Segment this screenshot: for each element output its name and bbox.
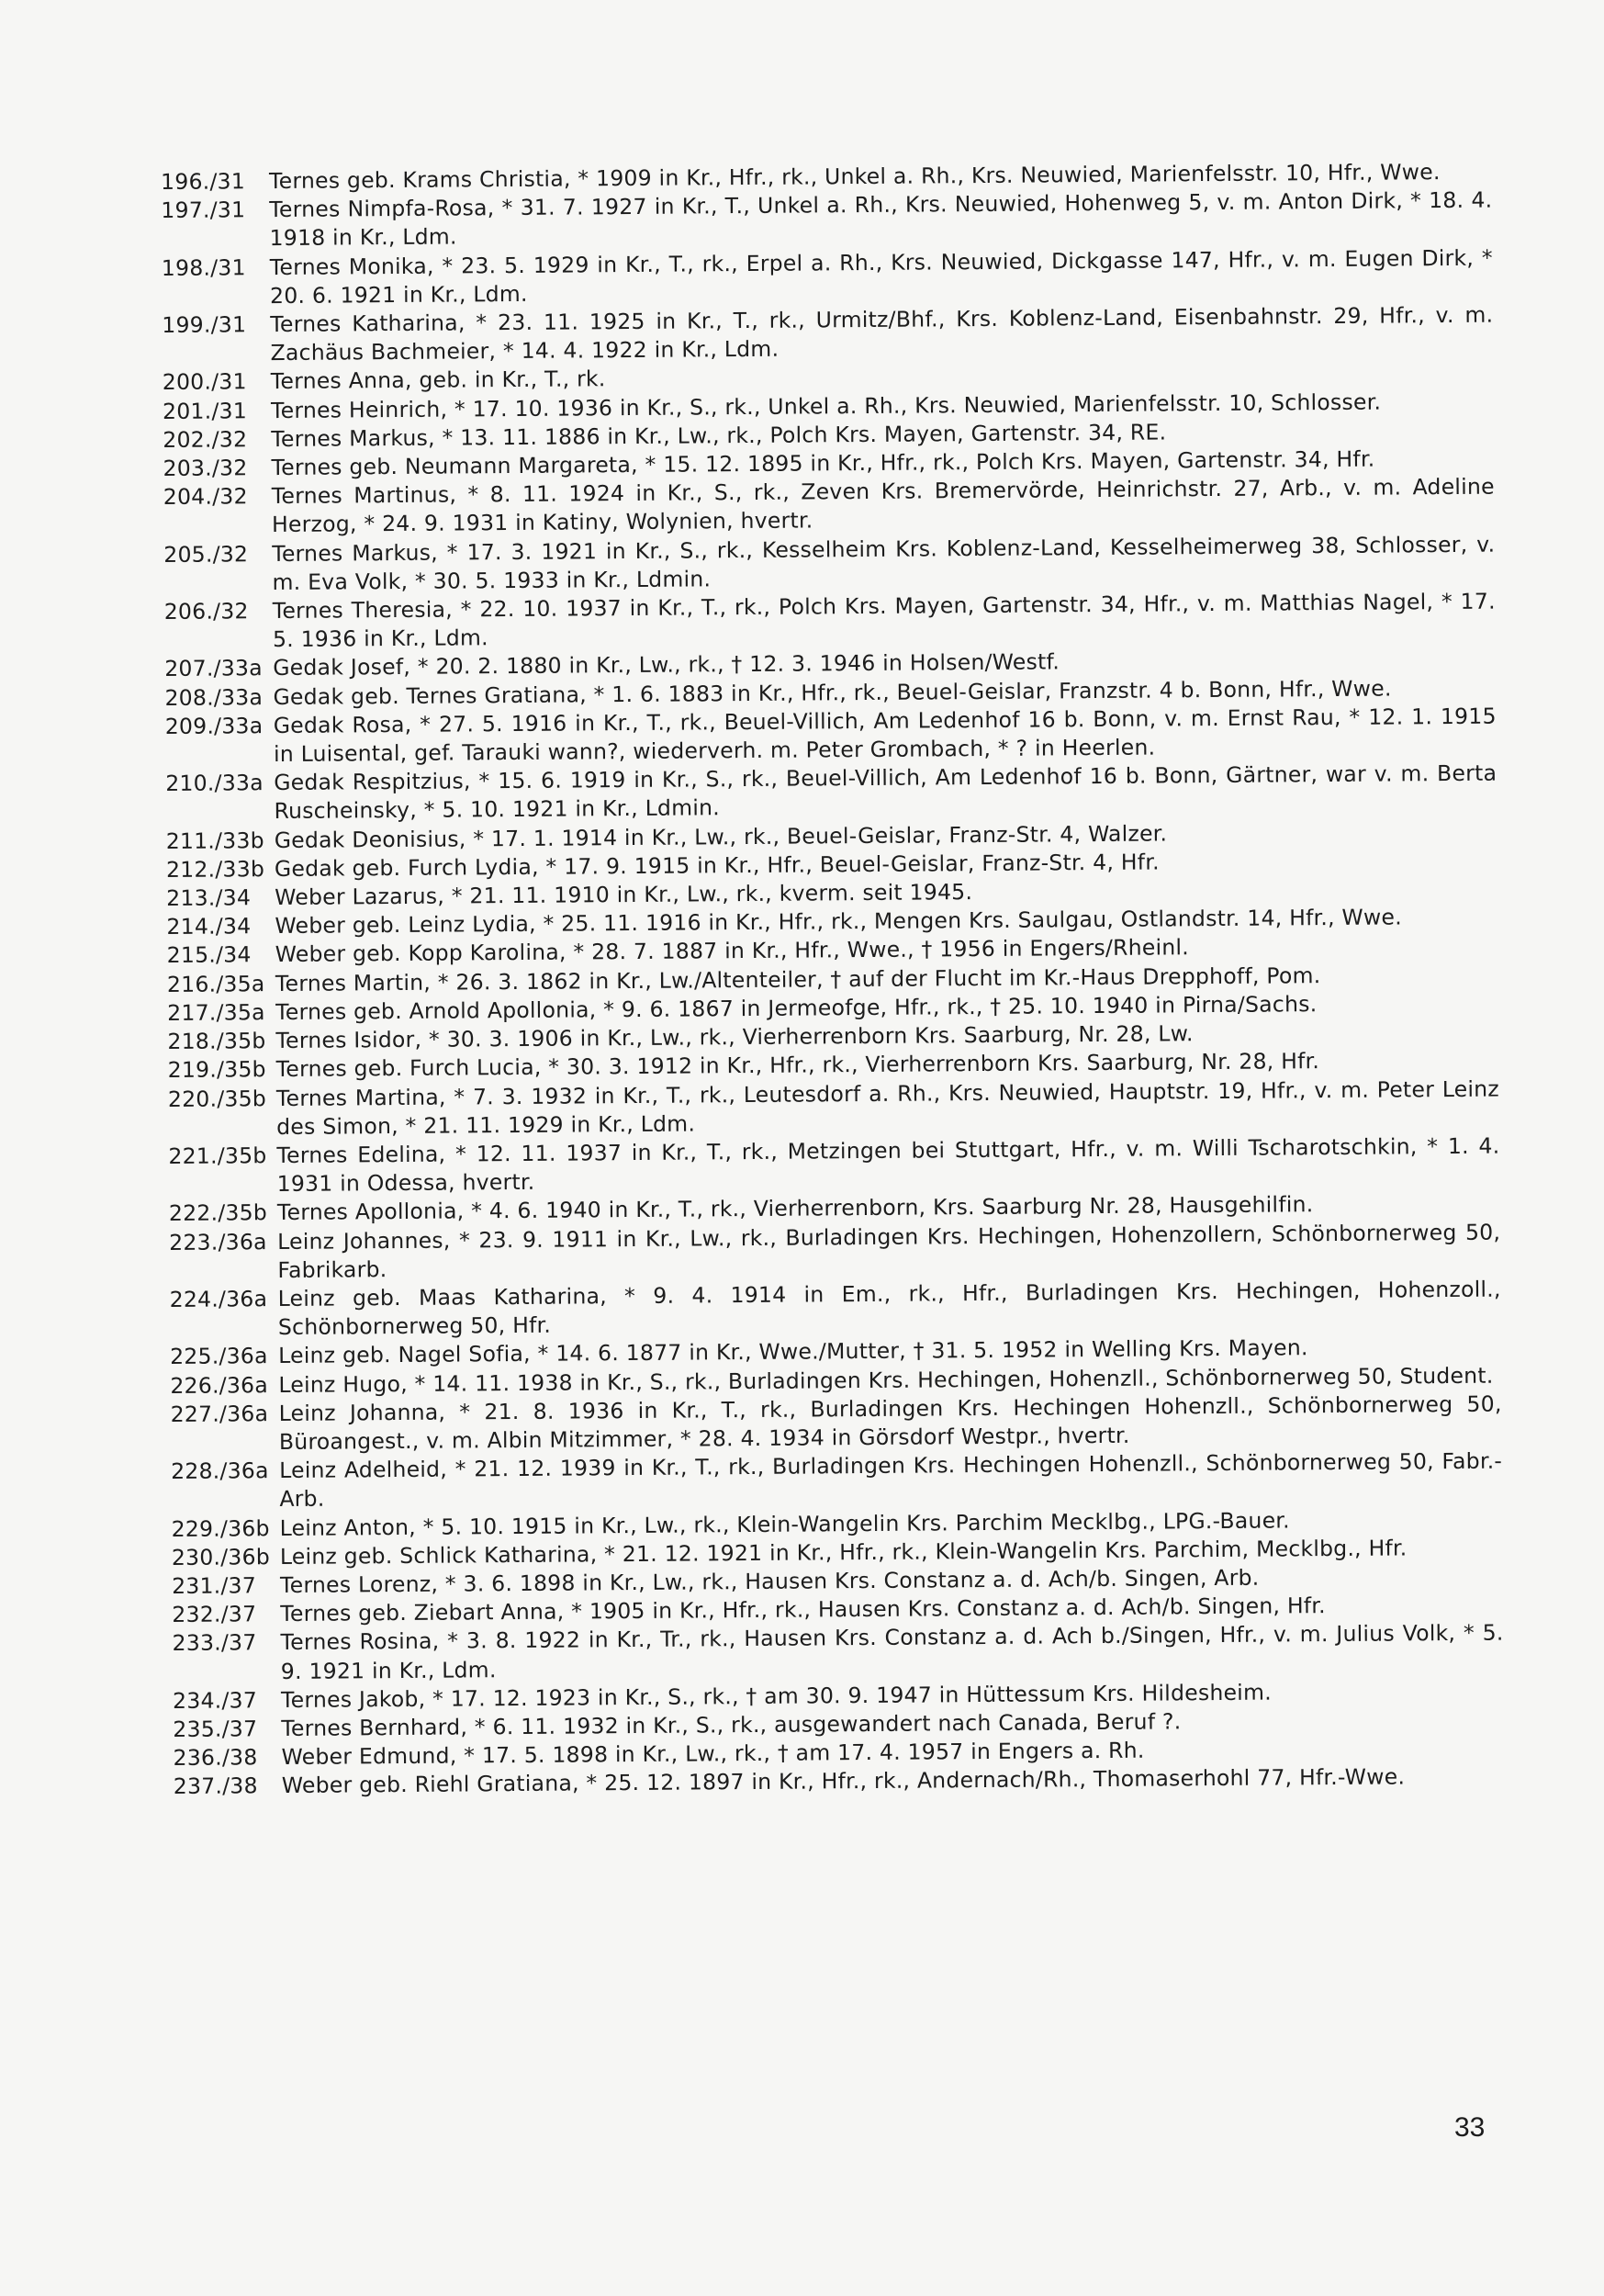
entry-number: 233./37 (172, 1629, 257, 1657)
entry-number: 208./33a (164, 683, 264, 711)
entry-text: Ternes geb. Furch Lucia, * 30. 3. 1912 in Kr., Hfr., rk., Vierherrenborn Krs. Saarburg, Nr. 28, Hfr. (275, 1048, 1320, 1083)
entry-text: Ternes Rosina, * 3. 8. 1922 in Kr., Tr., rk., Hausen Krs. Constanz a. d. Ach b./Singen, Hfr., v. m. Julius Volk, * 5. 9. 1921 in Kr., Ldm. (280, 1619, 1504, 1684)
entry-number: 220./35b (167, 1085, 267, 1112)
entry-text: Weber geb. Kopp Karolina, * 28. 7. 1887 in Kr., Hfr., Wwe., † 1956 in Engers/Rheinl. (275, 934, 1190, 968)
entry-number: 200./31 (162, 368, 247, 396)
entry-text: Gedak Deonisius, * 17. 1. 1914 in Kr., Lw., rk., Beuel-Geislar, Franz-Str. 4, Walzer. (274, 820, 1168, 853)
entry-number: 232./37 (172, 1601, 257, 1628)
register-entry (168, 1131, 1499, 1199)
register-entry (162, 243, 1493, 311)
entry-text: Gedak Josef, * 20. 2. 1880 in Kr., Lw., rk., † 12. 3. 1946 in Holsen/Westf. (273, 648, 1060, 681)
entry-number: 216./35a (166, 970, 265, 997)
entry-number: 235./37 (173, 1716, 258, 1742)
entry-number: 237./38 (173, 1773, 258, 1800)
entry-number: 227./36a (170, 1400, 269, 1427)
entry-text: Ternes Isidor, * 30. 3. 1906 in Kr., Lw., rk., Vierherrenborn Krs. Saarburg, Nr. 28, Lw. (275, 1020, 1194, 1054)
entry-text: Ternes Edelina, * 12. 11. 1937 in Kr., T., rk., Metzingen bei Stuttgart, Hfr., v. m. Willi Tscharotschkin, * 1. 4. 1931 in Odessa, hvertr. (276, 1132, 1500, 1198)
entry-number: 212./33b (165, 856, 265, 883)
register-entry (171, 1390, 1502, 1458)
entry-number: 201./31 (162, 397, 248, 424)
register-entry (163, 473, 1495, 541)
entry-number: 197./31 (161, 197, 246, 224)
entry-text: Ternes Martina, * 7. 3. 1932 in Kr., T., rk., Leutesdorf a. Rh., Krs. Neuwied, Hauptstr. 19, Hfr., v. m. Peter Leinz des Simon, * 21. 11. 1929 in Kr., Ldm. (275, 1075, 1500, 1140)
register-entry (163, 530, 1495, 598)
register-entry (161, 186, 1492, 254)
entry-number: 228./36a (171, 1458, 269, 1485)
entry-text: Leinz Johannes, * 23. 9. 1911 in Kr., Lw., rk., Burladingen Krs. Hechingen, Hohenzollern, Schönbornerweg 50, Fabrikarb. (277, 1219, 1501, 1283)
entry-number: 203./32 (163, 455, 248, 482)
entry-text: Ternes Martinus, * 8. 11. 1924 in Kr., S., rk., Zeven Krs. Bremervörde, Heinrichstr. 27, Arb., v. m. Adeline Herzog, * 24. 9. 1931 in Katiny, Wolynien, hvertr. (271, 473, 1495, 538)
entry-text: Leinz geb. Maas Katharina, * 9. 4. 1914 in Em., rk., Hfr., Burladingen Krs. Hechingen, Hohenzoll., Schönbornerweg 50, Hfr. (277, 1276, 1501, 1341)
entry-number: 217./35a (167, 999, 265, 1026)
entry-number: 213./34 (166, 884, 252, 912)
entry-text: Ternes Apollonia, * 4. 6. 1940 in Kr., T., rk., Vierherrenborn, Krs. Saarburg Nr. 28, Hausgehilfin. (276, 1191, 1314, 1226)
entry-number: 205./32 (163, 540, 249, 568)
entry-text: Leinz geb. Schlick Katharina, * 21. 12. 1921 in Kr., Hfr., rk., Klein-Wangelin Krs. Parchim, Mecklbg., Hfr. (279, 1535, 1408, 1570)
entry-text: Ternes geb. Ziebart Anna, * 1905 in Kr., Hfr., rk., Hausen Krs. Constanz a. d. Ach/b. Singen, Hfr. (280, 1593, 1326, 1627)
entry-number: 226./36a (170, 1371, 269, 1399)
entry-number: 211./33b (165, 827, 264, 854)
register-entry (169, 1218, 1500, 1286)
entry-number: 206./32 (163, 598, 249, 625)
entry-text: Ternes geb. Arnold Apollonia, * 9. 6. 1867 in Jermeofge, Hfr., rk., † 25. 10. 1940 in Pirna/Sachs. (275, 991, 1318, 1025)
entry-text: Gedak Rosa, * 27. 5. 1916 in Kr., T., rk., Beuel-Villich, Am Ledenhof 16 b. Bonn, v. m. Ernst Rau, * 12. 1. 1915 in Luisental, gef. Tarauki wann?, wiederverh. m. Peter Grombach, * ? in Heerlen. (273, 703, 1497, 768)
entry-number: 219./35b (167, 1056, 266, 1084)
entry-text: Ternes Nimpfa-Rosa, * 31. 7. 1927 in Kr., T., Unkel a. Rh., Krs. Neuwied, Hohenweg 5, v. m. Anton Dirk, * 18. 4. 1918 in Kr., Ldm. (269, 186, 1493, 252)
entry-text: Ternes geb. Krams Christia, * 1909 in Kr., Hfr., rk., Unkel a. Rh., Krs. Neuwied, Marienfelsstr. 10, Hfr., Wwe. (269, 159, 1441, 195)
entry-number: 215./34 (166, 941, 252, 969)
entry-number: 221./35b (168, 1142, 267, 1169)
entry-text: Weber geb. Riehl Gratiana, * 25. 12. 1897 in Kr., Hfr., rk., Andernach/Rh., Thomaserhohl 77, Hfr.-Wwe. (281, 1763, 1406, 1799)
entry-number: 202./32 (163, 426, 248, 453)
entry-text: Ternes Markus, * 17. 3. 1921 in Kr., S., rk., Kesselheim Krs. Koblenz-Land, Kesselheimerweg 38, Schlosser, v. m. Eva Volk, * 30. 5. 1933 in Kr., Ldmin. (272, 531, 1496, 595)
entry-text: Leinz Anton, * 5. 10. 1915 in Kr., Lw., rk., Klein-Wangelin Krs. Parchim Mecklbg., LPG.-Bauer. (279, 1506, 1290, 1541)
entry-number: 223./36a (169, 1228, 267, 1255)
register-entry (171, 1447, 1502, 1515)
entry-number: 236./38 (173, 1744, 258, 1772)
register-entry (162, 301, 1493, 369)
entry-number: 222./35b (168, 1199, 268, 1227)
entry-number: 230./36b (171, 1543, 271, 1570)
entry-text: Leinz Johanna, * 21. 8. 1936 in Kr., T., rk., Burladingen Krs. Hechingen Hohenzll., Schönbornerweg 50, Büroangest., v. m. Albin Mitzimmer, * 28. 4. 1934 in Görsdorf Westpr., hvertr. (278, 1390, 1502, 1455)
entry-number: 204./32 (163, 483, 248, 511)
entry-number: 209./33a (164, 713, 264, 739)
register-entry (165, 760, 1497, 827)
entry-number: 225./36a (170, 1343, 268, 1370)
entry-text: Ternes Martin, * 26. 3. 1862 in Kr., Lw./Altenteiler, † auf der Flucht im Kr.-Haus Drepphoff, Pom. (275, 962, 1321, 996)
entry-number: 196./31 (161, 168, 246, 195)
entry-text: Ternes Anna, geb. in Kr., T., rk. (270, 366, 606, 395)
register-entry (164, 588, 1496, 656)
entry-number: 231./37 (172, 1572, 257, 1599)
entry-number: 199./31 (162, 311, 247, 339)
entry-text: Ternes Heinrich, * 17. 10. 1936 in Kr., S., rk., Unkel a. Rh., Krs. Neuwied, Marienfelsstr. 10, Schlosser. (270, 388, 1382, 423)
entry-text: Ternes Theresia, * 22. 10. 1937 in Kr., T., rk., Polch Krs. Mayen, Gartenstr. 34, Hfr., v. m. Matthias Nagel, * 17. 5. 1936 in Kr., Ldm. (272, 588, 1496, 653)
entry-text: Ternes geb. Neumann Margareta, * 15. 12. 1895 in Kr., Hfr., rk., Polch Krs. Mayen, Gartenstr. 34, Hfr. (271, 445, 1375, 481)
entry-text: Leinz geb. Nagel Sofia, * 14. 6. 1877 in Kr., Wwe./Mutter, † 31. 5. 1952 in Welling Krs. Mayen. (278, 1334, 1308, 1369)
register-entry (170, 1275, 1501, 1343)
register-entry (168, 1075, 1499, 1142)
entry-text: Weber Edmund, * 17. 5. 1898 in Kr., Lw., rk., † am 17. 4. 1957 in Engers a. Rh. (281, 1737, 1145, 1771)
entry-text: Leinz Hugo, * 14. 11. 1938 in Kr., S., rk., Burladingen Krs. Hechingen, Hohenzll., Schönbornerweg 50, Student. (278, 1362, 1494, 1398)
entry-text: Ternes Jakob, * 17. 12. 1923 in Kr., S., rk., † am 30. 9. 1947 in Hüttessum Krs. Hildesheim. (280, 1679, 1272, 1713)
entry-text: Ternes Markus, * 13. 11. 1886 in Kr., Lw., rk., Polch Krs. Mayen, Gartenstr. 34, RE. (271, 419, 1167, 452)
entry-text: Ternes Bernhard, * 6. 11. 1932 in Kr., S., rk., ausgewandert nach Canada, Beruf ?. (281, 1708, 1182, 1741)
entry-text: Ternes Monika, * 23. 5. 1929 in Kr., T., rk., Erpel a. Rh., Krs. Neuwied, Dickgasse 147, Hfr., v. m. Eugen Dirk, * 20. 6. 1921 in Kr., Ldm. (269, 244, 1493, 309)
entry-number: 210./33a (165, 770, 264, 797)
entry-number: 207./33a (164, 655, 263, 682)
entry-text: Gedak Respitzius, * 15. 6. 1919 in Kr., S., rk., Beuel-Villich, Am Ledenhof 16 b. Bonn, Gärtner, war v. m. Berta Ruscheinsky, * 5. 10. 1921 in Kr., Ldmin. (274, 760, 1497, 825)
entry-number: 198./31 (161, 253, 246, 281)
register-entry (165, 702, 1497, 770)
entry-text: Gedak geb. Furch Lydia, * 17. 9. 1915 in Kr., Hfr., Beuel-Geislar, Franz-Str. 4, Hfr. (274, 849, 1160, 882)
entry-number: 218./35b (167, 1028, 266, 1055)
entry-number: 214./34 (166, 913, 252, 940)
page-number: 33 (1454, 2112, 1486, 2143)
entry-text: Weber geb. Leinz Lydia, * 25. 11. 1916 in Kr., Hfr., rk., Mengen Krs. Saulgau, Ostlandstr. 14, Hfr., Wwe. (275, 904, 1402, 940)
entry-text: Weber Lazarus, * 21. 11. 1910 in Kr., Lw., rk., kverm. seit 1945. (275, 879, 973, 911)
register-entries (161, 158, 1505, 1802)
entry-text: Gedak geb. Ternes Gratiana, * 1. 6. 1883 in Kr., Hfr., rk., Beuel-Geislar, Franzstr. 4 b. Bonn, Hfr., Wwe. (273, 675, 1392, 710)
entry-text: Ternes Katharina, * 23. 11. 1925 in Kr., T., rk., Urmitz/Bhf., Krs. Koblenz-Land, Eisenbahnstr. 29, Hfr., v. m. Zachäus Bachmeier, * 14. 4. 1922 in Kr., Ldm. (270, 301, 1494, 366)
entry-number: 234./37 (172, 1686, 258, 1714)
entry-number: 229./36b (171, 1514, 270, 1542)
entry-number: 224./36a (169, 1286, 268, 1312)
entry-text: Leinz Adelheid, * 21. 12. 1939 in Kr., T., rk., Burladingen Krs. Hechingen Hohenzll., Schönbornerweg 50, Fabr.-Arb. (279, 1447, 1503, 1513)
entry-text: Ternes Lorenz, * 3. 6. 1898 in Kr., Lw., rk., Hausen Krs. Constanz a. d. Ach/b. Singen, Arb. (280, 1564, 1260, 1598)
register-entry (172, 1619, 1503, 1687)
